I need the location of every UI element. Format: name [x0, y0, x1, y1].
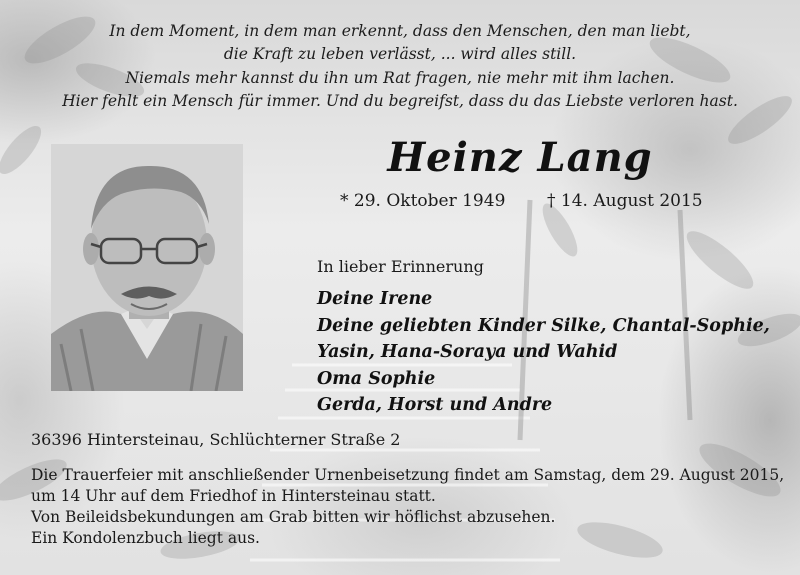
portrait-illustration	[51, 144, 243, 391]
death-date: † 14. August 2015	[547, 191, 703, 211]
mourners-list	[317, 286, 787, 419]
poem-line: die Kraft zu leben verlässt, ... wird alles still.	[223, 45, 577, 64]
memorial-poem	[40, 20, 760, 113]
funeral-info-line: Ein Kondolenzbuch liegt aus.	[31, 529, 260, 547]
mourner-line: Deine Irene	[317, 289, 433, 309]
portrait-photo	[51, 144, 243, 391]
mourner-line: Yasin, Hana-Soraya und Wahid	[317, 342, 618, 362]
funeral-info-line: Die Trauerfeier mit anschließender Urnenbeisetzung findet am Samstag, dem 29. August 2015,	[31, 466, 785, 484]
mourner-line: Oma Sophie	[317, 368, 436, 389]
poem-line: In dem Moment, in dem man erkennt, dass den Menschen, den man liebt,	[109, 22, 691, 40]
poem-line: Niemals mehr kannst du ihn um Rat fragen, nie mehr mit ihm lachen.	[125, 68, 675, 87]
mourner-line: Gerda, Horst und Andre	[317, 395, 553, 415]
mourner-line: Deine geliebten Kinder Silke, Chantal-Sophie,	[317, 315, 770, 336]
birth-date: * 29. Oktober 1949	[340, 191, 506, 211]
deceased-name: Heinz Lang	[387, 134, 653, 181]
poem-line: Hier fehlt ein Mensch für immer. Und du begreifst, dass du das Liebste verloren hast.	[62, 91, 738, 110]
family-address: 36396 Hintersteinau, Schlüchterner Straße 2	[31, 430, 401, 449]
memory-label: In lieber Erinnerung	[317, 257, 484, 276]
funeral-info	[31, 465, 791, 549]
funeral-info-line: Von Beileidsbekundungen am Grab bitten wir höflichst abzusehen.	[31, 508, 556, 526]
funeral-info-line: um 14 Uhr auf dem Friedhof in Hintersteinau statt.	[31, 487, 436, 505]
